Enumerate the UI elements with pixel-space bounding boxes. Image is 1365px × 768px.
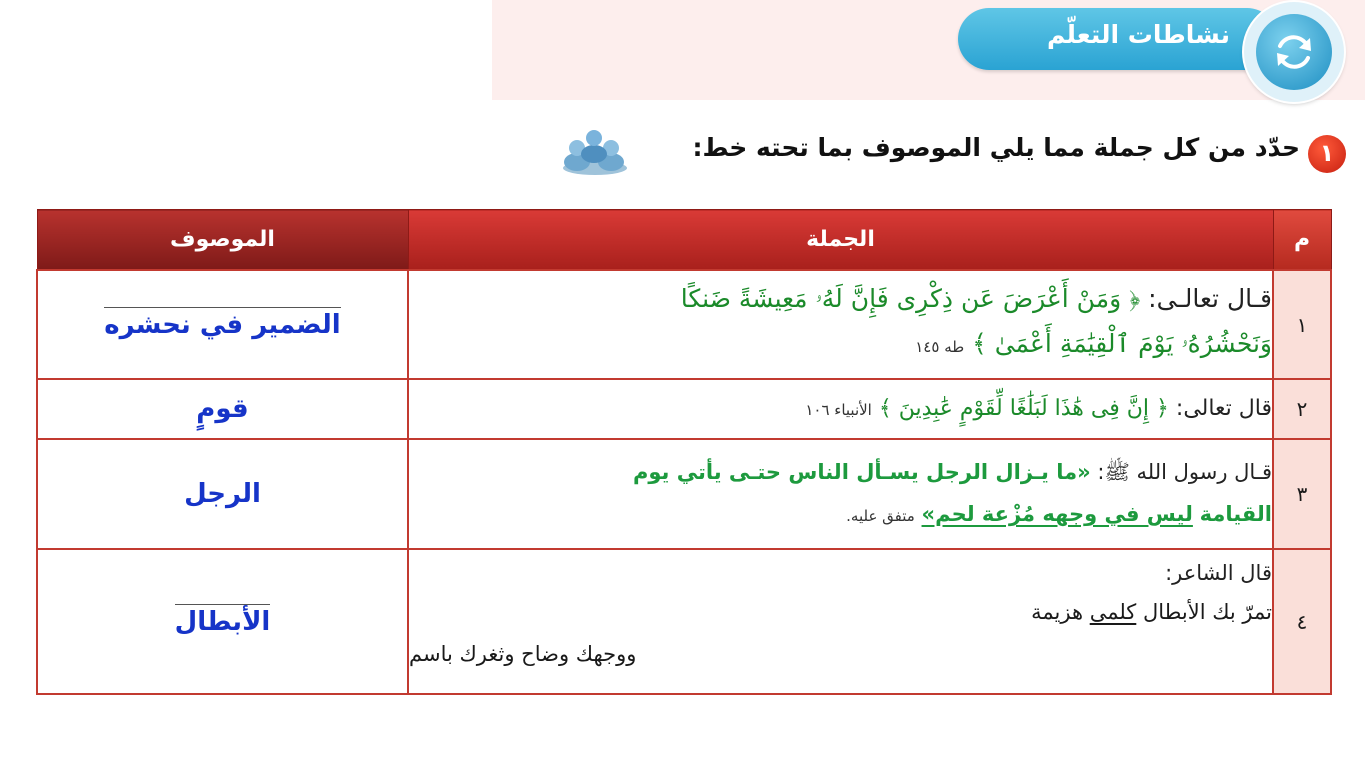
sentence-intro: قـال رسول الله ﷺ: [1097,460,1272,484]
quran-verse: ﴿ وَمَنْ أَعْرَضَ عَن ذِكْرِى فَإِنَّ لَهُۥ مَعِيشَةً ضَنكًا [680,284,1141,313]
sentence-cell [408,439,1273,549]
table-row [37,379,1331,439]
table-row [37,549,1331,694]
activity-number-badge: ١ [1308,135,1346,173]
hadith-underlined: ليس في وجهه مُزْعة لحم» [921,502,1193,526]
sentence-cell [408,379,1273,439]
described-cell [37,439,408,549]
described-answer: الضمير في نحشره [104,307,340,340]
activity-instruction: حدّد من كل جملة مما يلي الموصوف بما تحته خط: [692,133,1300,162]
header-sentence: الجملة [408,210,1273,271]
verse-reference: الأنبياء ١٠٦ [805,400,872,419]
group-discussion-icon [561,126,629,180]
exercise-table [36,209,1332,695]
sentence-intro: قال الشاعر: [1165,561,1272,585]
sentence-intro: قال تعالى: [1175,395,1272,421]
described-cell [37,379,408,439]
described-answer: الأبطال [175,604,271,637]
verse-reference: طه ١٤٥ [915,338,965,356]
row-number: ١ [1273,270,1331,379]
described-cell [37,270,408,379]
row-number: ٢ [1273,379,1331,439]
poem-verse-part: تمرّ بك الأبطال [1142,600,1272,624]
poem-verse-part: هزيمة [1031,600,1084,624]
row-number: ٤ [1273,549,1331,694]
quran-verse: ﴿ إِنَّ فِى هَٰذَا لَبَلَٰغًا لِّقَوْمٍ عَٰبِدِينَ ﴾ [878,395,1169,421]
quran-verse: وَنَحْشُرُهُۥ يَوْمَ ٱلْقِيَٰمَةِ أَعْمَىٰ ﴾ [972,329,1272,358]
header-number: م [1273,210,1331,271]
described-answer: الرجل [184,479,261,509]
poem-verse-second: ووجهك وضاح وثغرك باسم [409,642,637,666]
hadith-text: «ما يـزال الرجل يسـأل الناس حتـى يأتي يوم [632,460,1091,484]
described-cell [37,549,408,694]
table-row [37,270,1331,379]
described-answer: قومٍ [196,394,249,424]
sentence-cell [408,549,1273,694]
hadith-reference: متفق عليه. [846,507,915,525]
refresh-cycle-icon [1256,14,1332,90]
table-row [37,439,1331,549]
table-header-row [37,210,1331,271]
hadith-text: القيامة [1199,502,1272,526]
poem-underlined: كلمى [1089,600,1137,624]
header-described: الموصوف [37,210,408,271]
sentence-intro: قـال تعالـى: [1148,284,1272,313]
sentence-cell [408,270,1273,379]
section-title: نشاطات التعلّم [1046,20,1230,49]
row-number: ٣ [1273,439,1331,549]
